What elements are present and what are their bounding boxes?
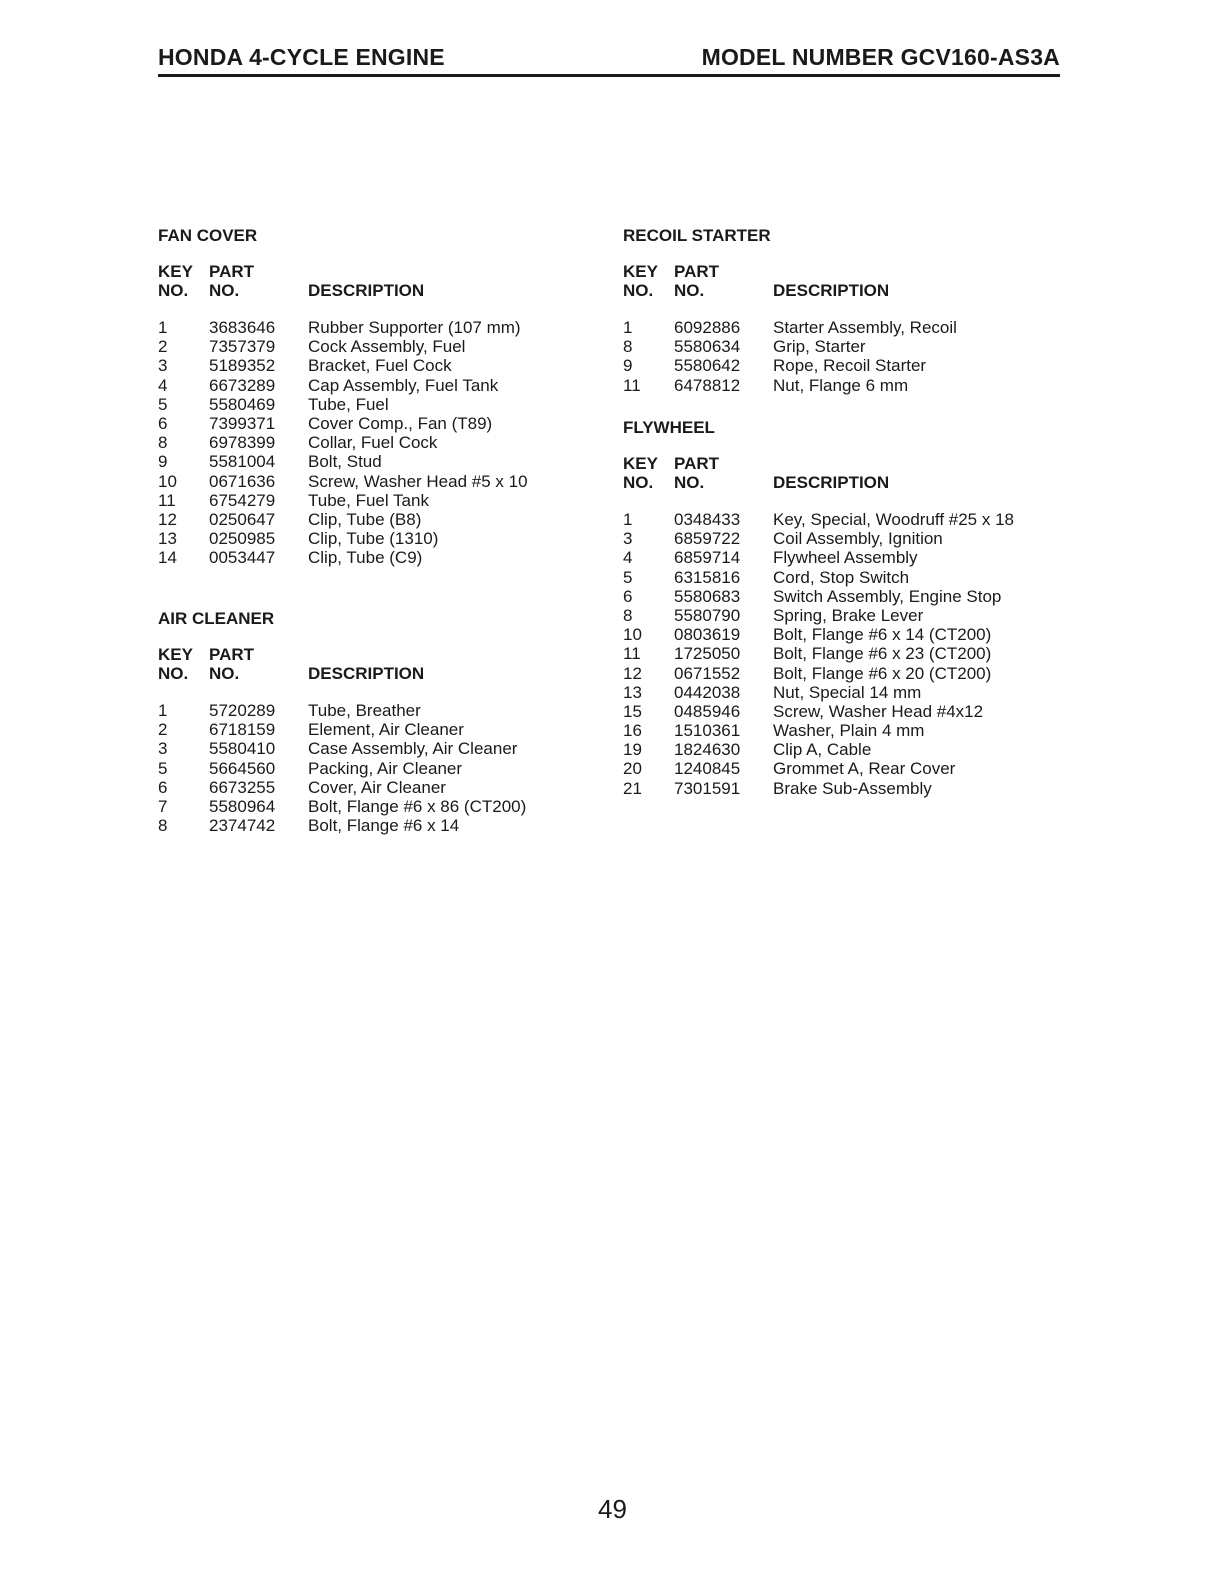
table-row [623,625,1053,644]
part-description: Starter Assembly, Recoil [773,318,957,337]
table-row [623,644,1053,663]
page-header [158,44,1060,77]
model-number: MODEL NUMBER GCV160-AS3A [701,44,1060,70]
part-number: 5664560 [209,758,276,778]
part-number: 1240845 [674,759,741,779]
part-description: Spring, Brake Lever [773,605,924,625]
key-number: 4 [158,375,168,395]
part-description: Bolt, Flange #6 x 14 (CT200) [773,625,992,645]
section-title: FLYWHEEL [623,418,715,437]
column-headers [158,645,578,683]
key-number: 8 [623,337,633,357]
table-row [158,395,578,414]
part-description: Clip A, Cable [773,740,872,760]
table-row [158,356,578,375]
key-number: 3 [623,529,633,549]
key-number: 19 [623,740,642,760]
part-number: 0053447 [209,548,276,568]
part-number: 6978399 [209,433,276,453]
part-number: 6673289 [209,375,276,395]
table-row [623,510,1053,529]
key-header: KEY [158,645,193,664]
column-headers [623,454,1053,492]
table-row [158,510,578,529]
part-number: 5580964 [209,796,276,816]
table-row [623,721,1053,740]
part-number: 6478812 [674,375,741,395]
air-cleaner-section [158,607,578,835]
table-row [158,720,578,739]
table-row [158,816,578,835]
part-number: 1510361 [674,721,741,741]
part-description: Rubber Supporter (107 mm) [308,318,521,337]
table-row [158,529,578,548]
part-number: 6754279 [209,490,276,510]
part-number: 5189352 [209,356,276,376]
part-number: 3683646 [209,318,276,337]
part-description: Case Assembly, Air Cleaner [308,739,518,759]
part-number: 0485946 [674,701,741,721]
key-no-header: NO. [623,281,654,300]
part-number: 0250985 [209,529,276,549]
part-number: 0671636 [209,471,276,491]
fan-cover-section [158,224,578,567]
part-description: Cover, Air Cleaner [308,777,446,797]
key-number: 5 [623,567,633,587]
part-number: 0250647 [209,509,276,529]
table-row [623,356,1053,375]
part-description: Clip, Tube (B8) [308,509,422,529]
key-number: 12 [158,509,177,529]
table-row [158,318,578,337]
description-header: DESCRIPTION [773,281,890,300]
part-number: 0442038 [674,682,741,702]
key-number: 6 [158,777,168,797]
key-number: 6 [158,413,168,433]
part-number: 5580683 [674,586,741,606]
part-description: Packing, Air Cleaner [308,758,463,778]
part-description: Tube, Breather [308,701,421,720]
table-row [158,797,578,816]
part-description: Switch Assembly, Engine Stop [773,586,1002,606]
part-description: Screw, Washer Head #4x12 [773,701,984,721]
part-number: 1725050 [674,644,741,664]
part-number: 5580469 [209,394,276,414]
part-number: 0348433 [674,510,741,529]
part-number: 7301591 [674,778,741,798]
key-number: 1 [158,701,168,720]
part-no-header: NO. [674,473,705,492]
part-description: Bolt, Stud [308,452,382,472]
part-number: 6092886 [674,318,741,337]
key-number: 6 [623,586,633,606]
parts-list [158,701,578,835]
table-row [623,740,1053,759]
table-row [623,759,1053,778]
key-number: 9 [623,356,633,376]
page-number: 49 [598,1494,627,1524]
key-number: 5 [158,758,168,778]
part-description: Nut, Special 14 mm [773,682,922,702]
part-number: 7357379 [209,337,276,357]
part-number: 5580790 [674,605,741,625]
part-number: 6859722 [674,529,741,549]
key-number: 14 [158,548,177,568]
table-row [623,529,1053,548]
key-number: 13 [158,529,177,549]
key-number: 11 [623,375,641,395]
part-description: Cord, Stop Switch [773,567,910,587]
table-row [623,337,1053,356]
part-number: 5720289 [209,701,276,720]
part-description: Screw, Washer Head #5 x 10 [308,471,528,491]
table-row [158,759,578,778]
section-title: RECOIL STARTER [623,226,771,245]
key-no-header: NO. [623,473,654,492]
key-header: KEY [623,262,658,281]
key-number: 5 [158,394,168,414]
part-description: Cover Comp., Fan (T89) [308,413,493,433]
parts-list [158,318,578,567]
part-description: Tube, Fuel Tank [308,490,429,510]
part-number: 2374742 [209,816,276,836]
key-number: 15 [623,701,642,721]
part-description: Brake Sub-Assembly [773,778,932,798]
key-number: 10 [623,625,642,645]
recoil-starter-section [623,224,1053,395]
part-description: Key, Special, Woodruff #25 x 18 [773,510,1014,529]
key-number: 10 [158,471,177,491]
part-description: Bolt, Flange #6 x 23 (CT200) [773,644,992,664]
column-headers [623,262,1053,300]
parts-list [623,510,1053,798]
part-header: PART [674,262,720,281]
key-number: 3 [158,356,168,376]
part-description: Nut, Flange 6 mm [773,375,909,395]
part-no-header: NO. [209,664,240,683]
part-number: 6315816 [674,567,741,587]
key-number: 9 [158,452,168,472]
description-header: DESCRIPTION [308,281,425,300]
part-number: 5580642 [674,356,741,376]
table-row [158,376,578,395]
part-description: Clip, Tube (1310) [308,529,439,549]
key-header: KEY [158,262,193,281]
part-number: 5581004 [209,452,276,472]
part-number: 7399371 [209,413,276,433]
table-row [623,606,1053,625]
part-description: Flywheel Assembly [773,548,918,568]
description-header: DESCRIPTION [773,473,890,492]
part-description: Cock Assembly, Fuel [308,337,466,357]
part-number: 5580410 [209,739,276,759]
table-row [158,414,578,433]
key-no-header: NO. [158,664,189,683]
table-row [158,701,578,720]
part-description: Bolt, Flange #6 x 14 [308,816,460,836]
part-no-header: NO. [674,281,705,300]
part-number: 0671552 [674,663,741,683]
part-description: Collar, Fuel Cock [308,433,438,453]
part-description: Clip, Tube (C9) [308,548,423,568]
table-row [158,433,578,452]
key-number: 1 [623,318,633,337]
table-row [623,779,1053,798]
table-row [623,664,1053,683]
key-number: 11 [158,490,176,510]
key-number: 2 [158,337,168,357]
key-number: 1 [623,510,633,529]
table-row [158,548,578,567]
table-row [158,472,578,491]
part-description: Bolt, Flange #6 x 86 (CT200) [308,796,527,816]
key-header: KEY [623,454,658,473]
key-number: 3 [158,739,168,759]
table-row [158,337,578,356]
key-number: 2 [158,720,168,740]
table-row [158,739,578,758]
engine-title: HONDA 4-CYCLE ENGINE [158,44,445,70]
table-row [158,452,578,471]
part-number: 6673255 [209,777,276,797]
table-row [623,548,1053,567]
part-no-header: NO. [209,281,240,300]
table-row [623,318,1053,337]
part-description: Washer, Plain 4 mm [773,721,925,741]
table-row [623,683,1053,702]
table-row [623,702,1053,721]
flywheel-section [623,416,1053,798]
table-row [158,491,578,510]
key-number: 4 [623,548,633,568]
part-number: 5580634 [674,337,741,357]
part-description: Rope, Recoil Starter [773,356,927,376]
part-description: Element, Air Cleaner [308,720,464,740]
part-description: Coil Assembly, Ignition [773,529,943,549]
part-number: 1824630 [674,740,741,760]
key-number: 12 [623,663,642,683]
part-description: Bracket, Fuel Cock [308,356,452,376]
key-number: 1 [158,318,168,337]
table-row [623,587,1053,606]
part-number: 0803619 [674,625,741,645]
description-header: DESCRIPTION [308,664,425,683]
part-header: PART [674,454,720,473]
part-description: Bolt, Flange #6 x 20 (CT200) [773,663,992,683]
section-title: AIR CLEANER [158,609,275,628]
part-header: PART [209,262,255,281]
part-description: Cap Assembly, Fuel Tank [308,375,499,395]
key-number: 16 [623,721,642,741]
column-headers [158,262,578,300]
key-number: 13 [623,682,642,702]
key-number: 8 [158,816,168,836]
part-description: Tube, Fuel [308,394,389,414]
section-title: FAN COVER [158,226,258,245]
key-no-header: NO. [158,281,189,300]
key-number: 20 [623,759,642,779]
part-description: Grip, Starter [773,337,866,357]
part-description: Grommet A, Rear Cover [773,759,956,779]
part-header: PART [209,645,255,664]
table-row [623,376,1053,395]
table-row [158,778,578,797]
parts-list [623,318,1053,395]
part-number: 6859714 [674,548,741,568]
key-number: 21 [623,778,642,798]
key-number: 8 [158,433,168,453]
key-number: 8 [623,605,633,625]
table-row [623,568,1053,587]
key-number: 11 [623,644,641,664]
part-number: 6718159 [209,720,276,740]
key-number: 7 [158,796,168,816]
